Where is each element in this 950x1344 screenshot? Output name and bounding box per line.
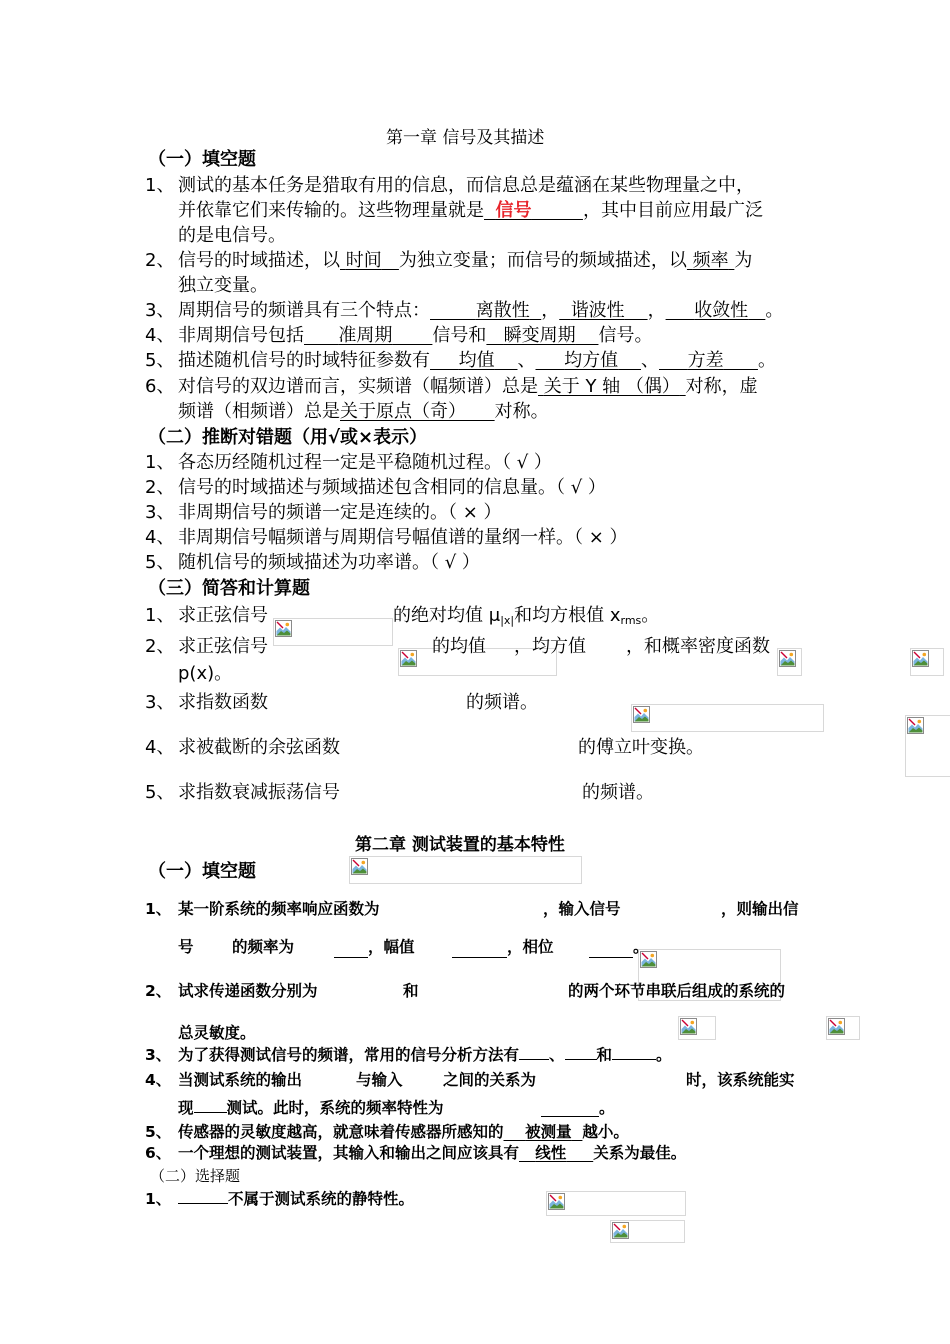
question-number: 1、: [145, 175, 175, 196]
formula-image-placeholder: [826, 1016, 860, 1040]
section-choice-heading: （二）选择题: [150, 1167, 241, 1185]
question-text: 总灵敏度。: [178, 1024, 256, 1042]
chapter-2-title: 第二章 测试装置的基本特性: [355, 835, 565, 855]
question-text: 的是电信号。: [178, 225, 286, 246]
question-text: 试求传递函数分别为: [178, 982, 318, 1000]
broken-image-icon: [633, 706, 650, 723]
broken-image-icon: [779, 650, 796, 667]
tf-number: 4、: [145, 527, 175, 548]
answer-blank-line: [519, 1058, 549, 1060]
question-text: 求被截断的余弦函数: [178, 737, 340, 758]
question-number: 5、: [145, 1123, 172, 1141]
question-text-line: 不属于测试系统的静特性。: [178, 1189, 414, 1209]
answer-blank: 收敛性: [694, 300, 749, 321]
answer-blank: 频率: [692, 250, 729, 271]
question-text: ，相位: [507, 938, 554, 956]
answer-blank: 方差: [687, 350, 724, 371]
answer-blank-line: [541, 1115, 599, 1117]
question-text: ，和概率密度函数: [626, 636, 770, 657]
question-text-line: 频谱（相频谱）总是关于原点（奇） 对称。: [178, 401, 549, 422]
question-text: ，输入信号: [543, 900, 621, 918]
question-number: 5、: [145, 782, 175, 803]
section-calc-heading: （三）简答和计算题: [148, 578, 310, 599]
answer-blank-line: [178, 1202, 228, 1204]
formula-image-placeholder: [777, 648, 802, 676]
broken-image-icon: [907, 717, 924, 734]
question-number: 1、: [145, 605, 175, 626]
section-true-false-heading: （二）推断对错题（用√或×表示）: [148, 427, 428, 448]
answer-blank: 谐波性: [570, 300, 625, 321]
question-number: 3、: [145, 300, 175, 321]
question-text-line: 周期信号的频谱具有三个特点： 离散性 ， 谐波性 ， 收敛性 。: [178, 300, 784, 321]
question-text: 与输入: [356, 1071, 403, 1089]
formula-image-placeholder: [678, 1016, 716, 1040]
question-number: 2、: [145, 982, 172, 1000]
tf-item: 非周期信号的频谱一定是连续的。（ × ）: [178, 502, 502, 523]
question-text-line: 并依靠它们来传输的。这些物理量就是 信号 ，其中目前应用最广泛: [178, 200, 763, 221]
question-text: 某一阶系统的频率响应函数为: [178, 900, 380, 918]
question-text: ，则输出信: [721, 900, 799, 918]
question-number: 6、: [145, 376, 175, 397]
answer-blank: 关于 Y 轴 （偶）: [543, 376, 680, 397]
question-text: 的频谱。: [582, 782, 654, 803]
broken-image-icon: [828, 1018, 845, 1035]
question-text: 测试的基本任务是猎取有用的信息，而信息总是蕴涵在某些物理量之中，: [178, 175, 754, 196]
question-text: 号: [178, 938, 194, 956]
question-text: 求正弦信号: [178, 605, 268, 626]
tf-item: 各态历经随机过程一定是平稳随机过程。（ √ ）: [178, 452, 552, 473]
question-number: 4、: [145, 737, 175, 758]
question-text: 的两个环节串联后组成的系统的: [568, 982, 786, 1000]
formula-image-placeholder: [546, 1191, 686, 1216]
question-text-line: 传感器的灵敏度越高，就意味着传感器所感知的 被测量 越小。: [178, 1123, 629, 1141]
question-text: 求正弦信号: [178, 636, 268, 657]
answer-blank: 瞬变周期: [503, 325, 576, 346]
answer-blank: [484, 200, 583, 221]
question-number: 4、: [145, 1071, 172, 1089]
question-number: 2、: [145, 250, 175, 271]
answer-blank-line: [589, 956, 633, 958]
answer-red: 信号: [495, 200, 532, 221]
question-number: 5、: [145, 350, 175, 371]
question-number: 4、: [145, 325, 175, 346]
question-number: 1、: [145, 900, 172, 918]
formula-image-placeholder: [910, 648, 944, 676]
question-text: 的傅立叶变换。: [578, 737, 704, 758]
question-text: 之间的关系为: [443, 1071, 537, 1089]
answer-blank: 线性: [535, 1144, 567, 1162]
tf-number: 5、: [145, 552, 175, 573]
answer-blank: 准周期: [338, 325, 393, 346]
broken-image-icon: [548, 1193, 565, 1210]
question-text: 独立变量。: [178, 275, 268, 296]
answer-blank: 时间: [345, 250, 382, 271]
answer-blank: 均方值: [564, 350, 619, 371]
tf-item: 信号的时域描述与频域描述包含相同的信息量。（ √ ）: [178, 477, 606, 498]
question-text: 的频谱。: [466, 692, 538, 713]
broken-image-icon: [612, 1222, 629, 1239]
answer-blank: 离散性: [475, 300, 530, 321]
answer-blank-line: [334, 956, 368, 958]
answer-blank-line: [612, 1058, 656, 1060]
question-text-line: 描述随机信号的时域特征参数有 均值 、 均方值 、 方差 。: [178, 350, 776, 371]
broken-image-icon: [912, 650, 929, 667]
question-text: 的均值: [432, 636, 486, 657]
question-text-line: 对信号的双边谱而言，实频谱（幅频谱）总是 关于 Y 轴 （偶） 对称，虚: [178, 376, 758, 397]
question-number: 1、: [145, 1190, 172, 1208]
answer-blank: 关于原点（奇）: [340, 401, 466, 422]
answer-blank-line: [565, 1058, 597, 1060]
answer-blank: 被测量: [525, 1123, 572, 1141]
question-text: 求指数衰减振荡信号: [178, 782, 340, 803]
question-number: 3、: [145, 692, 175, 713]
tf-number: 3、: [145, 502, 175, 523]
tf-number: 1、: [145, 452, 175, 473]
question-text: p(x)。: [178, 663, 233, 684]
question-text: 求指数函数: [178, 692, 268, 713]
answer-blank: 均值: [458, 350, 495, 371]
formula-image-placeholder: [273, 618, 393, 646]
broken-image-icon: [680, 1018, 697, 1035]
question-number: 6、: [145, 1144, 172, 1162]
question-text: 的频率为: [232, 938, 295, 956]
question-number: 2、: [145, 636, 175, 657]
formula-image-placeholder: [905, 715, 950, 777]
question-text: ，均方值: [514, 636, 586, 657]
question-text: 时，该系统能实: [686, 1071, 795, 1089]
question-text-line: 信号的时域描述，以 时间 为独立变量；而信号的频域描述，以 频率 为: [178, 250, 753, 271]
question-text-line: 非周期信号包括 准周期 信号和 瞬变周期 信号。: [178, 325, 653, 346]
question-text-line: 一个理想的测试装置，其输入和输出之间应该具有 线性 关系为最佳。: [178, 1144, 687, 1162]
question-text-line: 的绝对均值 $\mu_{|x|}$和均方根值 $x_{rms}$。: [393, 605, 660, 627]
question-text: 当测试系统的输出: [178, 1071, 303, 1089]
section-fill-blank-heading: （一）填空题: [148, 149, 256, 170]
answer-blank-line: [452, 956, 507, 958]
broken-image-icon: [275, 620, 292, 637]
broken-image-icon: [351, 858, 368, 875]
answer-blank-line: [194, 1111, 227, 1113]
question-text: ，幅值: [368, 938, 415, 956]
formula-image-placeholder: [349, 856, 582, 884]
question-number: 3、: [145, 1046, 172, 1064]
question-text: 。: [599, 1099, 615, 1117]
broken-image-icon: [400, 650, 417, 667]
question-text: 并依靠它们来传输的。这些物理量就是: [178, 200, 484, 221]
tf-item: 随机信号的频域描述为功率谱。（ √ ）: [178, 552, 480, 573]
question-text: 和: [403, 982, 419, 1000]
formula-image-placeholder: [631, 704, 824, 732]
tf-item: 非周期信号幅频谱与周期信号幅值谱的量纲一样。（ × ）: [178, 527, 628, 548]
question-text-line: 现 测试。此时，系统的频率特性为: [178, 1099, 444, 1117]
tf-number: 2、: [145, 477, 175, 498]
question-text: 。: [633, 938, 649, 956]
formula-image-placeholder: [610, 1220, 685, 1243]
section-fill-blank-heading: （一）填空题: [148, 861, 256, 882]
chapter-1-title: 第一章 信号及其描述: [386, 128, 545, 148]
question-text-line: 为了获得测试信号的频谱，常用的信号分析方法有 、 和 。: [178, 1046, 672, 1064]
